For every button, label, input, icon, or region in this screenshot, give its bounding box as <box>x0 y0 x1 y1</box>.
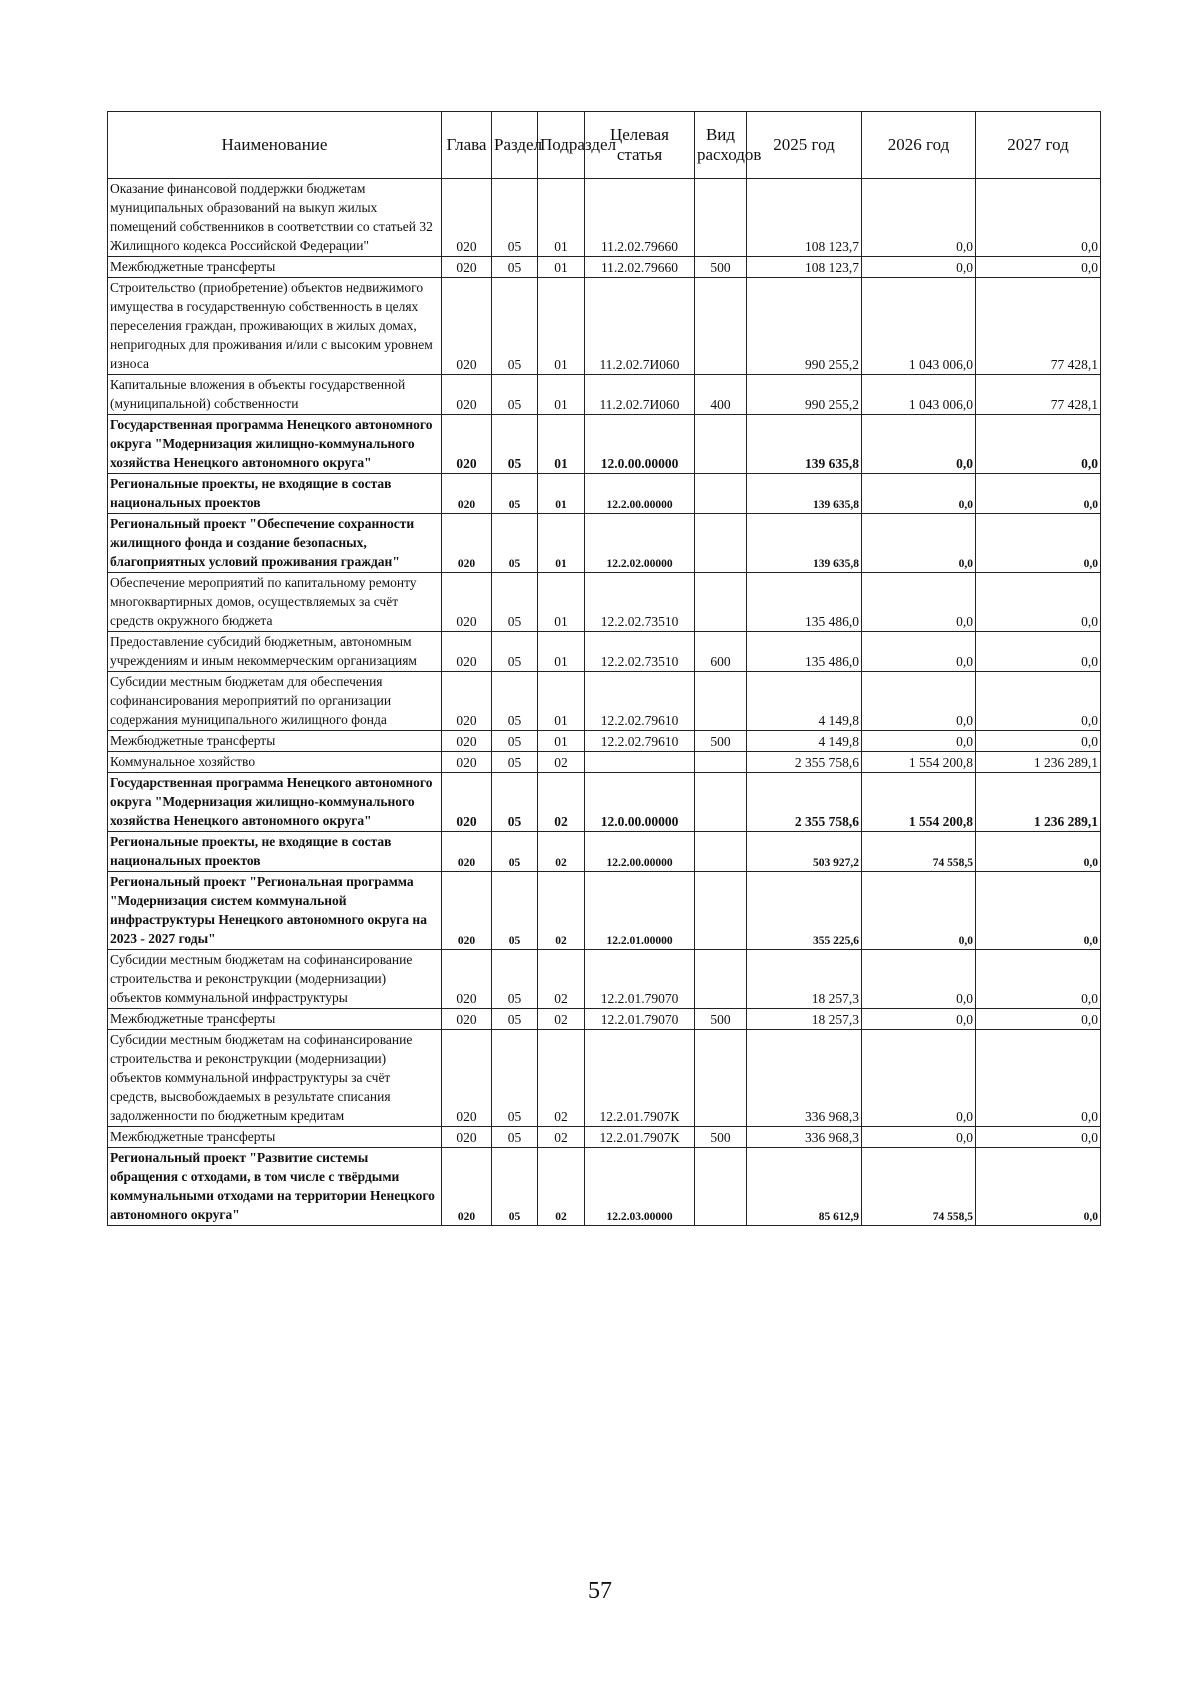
table-row <box>108 1148 1101 1226</box>
cell-razdel: 05 <box>492 257 538 278</box>
cell-name: Региональный проект "Обеспечение сохранности жилищного фонда и создание безопасных, благоприятных условий проживания граждан" <box>108 514 442 573</box>
cell-2027: 77 428,1 <box>976 278 1101 375</box>
cell-name: Государственная программа Ненецкого автономного округа "Модернизация жилищно-коммунального хозяйства Ненецкого автономного округа" <box>108 773 442 832</box>
cell-2025: 108 123,7 <box>747 257 862 278</box>
cell-podrazdel: 02 <box>538 1148 585 1226</box>
cell-glava: 020 <box>442 474 492 514</box>
cell-tselevaya: 12.0.00.00000 <box>585 415 695 474</box>
cell-name: Межбюджетные трансферты <box>108 1009 442 1030</box>
cell-tselevaya: 12.2.03.00000 <box>585 1148 695 1226</box>
table-row <box>108 1009 1101 1030</box>
table-row <box>108 832 1101 872</box>
cell-name: Межбюджетные трансферты <box>108 257 442 278</box>
cell-2026: 0,0 <box>862 474 976 514</box>
header-2026: 2026 год <box>862 112 976 179</box>
cell-2026: 0,0 <box>862 257 976 278</box>
cell-glava: 020 <box>442 872 492 950</box>
cell-glava: 020 <box>442 573 492 632</box>
cell-tselevaya: 12.2.00.00000 <box>585 832 695 872</box>
header-name: Наименование <box>108 112 442 179</box>
cell-name: Предоставление субсидий бюджетным, автономным учреждениям и иным некоммерческим организациям <box>108 632 442 672</box>
cell-2027: 0,0 <box>976 1127 1101 1148</box>
cell-razdel: 05 <box>492 278 538 375</box>
header-vid: Вид расходов <box>695 112 747 179</box>
cell-2025: 135 486,0 <box>747 632 862 672</box>
cell-2027: 0,0 <box>976 632 1101 672</box>
cell-razdel: 05 <box>492 752 538 773</box>
cell-podrazdel: 01 <box>538 731 585 752</box>
table-row <box>108 672 1101 731</box>
cell-podrazdel: 02 <box>538 1030 585 1127</box>
cell-2025: 139 635,8 <box>747 514 862 573</box>
cell-podrazdel: 02 <box>538 752 585 773</box>
cell-razdel: 05 <box>492 632 538 672</box>
table-row <box>108 731 1101 752</box>
cell-2027: 1 236 289,1 <box>976 752 1101 773</box>
cell-2027: 0,0 <box>976 415 1101 474</box>
cell-tselevaya: 12.2.02.73510 <box>585 632 695 672</box>
cell-2027: 0,0 <box>976 832 1101 872</box>
cell-razdel: 05 <box>492 731 538 752</box>
cell-2026: 0,0 <box>862 672 976 731</box>
table-row <box>108 375 1101 415</box>
cell-name: Региональный проект "Развитие системы обращения с отходами, в том числе с твёрдыми коммунальными отходами на территории Ненецкого автономного округа" <box>108 1148 442 1226</box>
cell-podrazdel: 01 <box>538 415 585 474</box>
cell-2025: 18 257,3 <box>747 1009 862 1030</box>
cell-podrazdel: 02 <box>538 950 585 1009</box>
cell-name: Региональные проекты, не входящие в состав национальных проектов <box>108 474 442 514</box>
cell-2026: 0,0 <box>862 573 976 632</box>
cell-2025: 355 225,6 <box>747 872 862 950</box>
cell-podrazdel: 02 <box>538 773 585 832</box>
cell-podrazdel: 01 <box>538 514 585 573</box>
cell-2026: 74 558,5 <box>862 1148 976 1226</box>
cell-glava: 020 <box>442 1030 492 1127</box>
cell-2025: 990 255,2 <box>747 278 862 375</box>
cell-razdel: 05 <box>492 950 538 1009</box>
cell-name: Субсидии местным бюджетам для обеспечения софинансирования мероприятий по организации содержания муниципального жилищного фонда <box>108 672 442 731</box>
cell-vid: 500 <box>695 1009 747 1030</box>
cell-razdel: 05 <box>492 773 538 832</box>
cell-2027: 0,0 <box>976 1148 1101 1226</box>
cell-vid <box>695 950 747 1009</box>
cell-2025: 4 149,8 <box>747 672 862 731</box>
table-row <box>108 950 1101 1009</box>
cell-2025: 108 123,7 <box>747 179 862 257</box>
cell-2026: 74 558,5 <box>862 832 976 872</box>
cell-name: Региональные проекты, не входящие в состав национальных проектов <box>108 832 442 872</box>
cell-name: Строительство (приобретение) объектов недвижимого имущества в государственную собственность в целях переселения граждан, проживающих в жилых домах, непригодных для проживания и/или с высоким уровнем износа <box>108 278 442 375</box>
cell-2026: 0,0 <box>862 872 976 950</box>
cell-tselevaya: 12.2.01.00000 <box>585 872 695 950</box>
header-2027: 2027 год <box>976 112 1101 179</box>
cell-tselevaya: 12.0.00.00000 <box>585 773 695 832</box>
cell-glava: 020 <box>442 179 492 257</box>
cell-2027: 0,0 <box>976 179 1101 257</box>
cell-2026: 0,0 <box>862 632 976 672</box>
cell-2026: 0,0 <box>862 731 976 752</box>
cell-glava: 020 <box>442 832 492 872</box>
cell-2027: 0,0 <box>976 514 1101 573</box>
cell-2025: 135 486,0 <box>747 573 862 632</box>
cell-2027: 77 428,1 <box>976 375 1101 415</box>
table-body <box>108 179 1101 1226</box>
cell-podrazdel: 01 <box>538 278 585 375</box>
cell-razdel: 05 <box>492 672 538 731</box>
cell-vid: 500 <box>695 1127 747 1148</box>
cell-podrazdel: 02 <box>538 872 585 950</box>
table-row <box>108 278 1101 375</box>
cell-2025: 336 968,3 <box>747 1030 862 1127</box>
cell-2027: 0,0 <box>976 872 1101 950</box>
cell-podrazdel: 01 <box>538 672 585 731</box>
cell-tselevaya: 12.2.01.79070 <box>585 950 695 1009</box>
cell-podrazdel: 01 <box>538 257 585 278</box>
header-razdel: Раздел <box>492 112 538 179</box>
table-row <box>108 514 1101 573</box>
cell-vid <box>695 514 747 573</box>
cell-tselevaya: 12.2.01.7907К <box>585 1030 695 1127</box>
cell-tselevaya <box>585 752 695 773</box>
cell-vid <box>695 474 747 514</box>
cell-tselevaya: 12.2.02.00000 <box>585 514 695 573</box>
cell-glava: 020 <box>442 731 492 752</box>
table-row <box>108 179 1101 257</box>
cell-vid <box>695 278 747 375</box>
cell-2026: 0,0 <box>862 1009 976 1030</box>
cell-2027: 0,0 <box>976 672 1101 731</box>
table-row <box>108 872 1101 950</box>
cell-name: Субсидии местным бюджетам на софинансирование строительства и реконструкции (модернизации) объектов коммунальной инфраструктуры <box>108 950 442 1009</box>
cell-2027: 0,0 <box>976 1030 1101 1127</box>
cell-vid: 500 <box>695 731 747 752</box>
cell-vid <box>695 1030 747 1127</box>
cell-glava: 020 <box>442 257 492 278</box>
cell-2025: 4 149,8 <box>747 731 862 752</box>
cell-glava: 020 <box>442 950 492 1009</box>
cell-2025: 2 355 758,6 <box>747 773 862 832</box>
cell-glava: 020 <box>442 773 492 832</box>
table-row <box>108 1127 1101 1148</box>
cell-vid: 500 <box>695 257 747 278</box>
cell-tselevaya: 12.2.02.79610 <box>585 672 695 731</box>
cell-name: Региональный проект "Региональная программа "Модернизация систем коммунальной инфраструктуры Ненецкого автономного округа на 2023 - 2027 годы" <box>108 872 442 950</box>
cell-2025: 139 635,8 <box>747 474 862 514</box>
cell-vid <box>695 1148 747 1226</box>
cell-razdel: 05 <box>492 872 538 950</box>
page-number: 57 <box>588 1578 612 1604</box>
cell-name: Оказание финансовой поддержки бюджетам муниципальных образований на выкуп жилых помещений собственников в соответствии со статьей 32 Жилищного кодекса Российской Федерации" <box>108 179 442 257</box>
cell-razdel: 05 <box>492 832 538 872</box>
cell-podrazdel: 02 <box>538 832 585 872</box>
table-row <box>108 773 1101 832</box>
cell-2027: 0,0 <box>976 257 1101 278</box>
cell-vid <box>695 573 747 632</box>
cell-2025: 85 612,9 <box>747 1148 862 1226</box>
cell-tselevaya: 12.2.02.73510 <box>585 573 695 632</box>
cell-razdel: 05 <box>492 573 538 632</box>
cell-2025: 139 635,8 <box>747 415 862 474</box>
cell-vid: 600 <box>695 632 747 672</box>
cell-2025: 990 255,2 <box>747 375 862 415</box>
cell-tselevaya: 12.2.01.79070 <box>585 1009 695 1030</box>
cell-podrazdel: 02 <box>538 1127 585 1148</box>
cell-glava: 020 <box>442 752 492 773</box>
cell-tselevaya: 12.2.00.00000 <box>585 474 695 514</box>
cell-vid <box>695 773 747 832</box>
cell-name: Межбюджетные трансферты <box>108 1127 442 1148</box>
cell-podrazdel: 01 <box>538 632 585 672</box>
header-glava: Глава <box>442 112 492 179</box>
cell-tselevaya: 12.2.01.7907К <box>585 1127 695 1148</box>
cell-podrazdel: 01 <box>538 573 585 632</box>
cell-vid <box>695 179 747 257</box>
cell-2026: 1 043 006,0 <box>862 375 976 415</box>
cell-2026: 0,0 <box>862 415 976 474</box>
cell-podrazdel: 01 <box>538 375 585 415</box>
cell-name: Капитальные вложения в объекты государственной (муниципальной) собственности <box>108 375 442 415</box>
cell-razdel: 05 <box>492 1030 538 1127</box>
cell-tselevaya: 11.2.02.7И060 <box>585 278 695 375</box>
cell-razdel: 05 <box>492 415 538 474</box>
table-row <box>108 474 1101 514</box>
cell-tselevaya: 11.2.02.7И060 <box>585 375 695 415</box>
cell-name: Коммунальное хозяйство <box>108 752 442 773</box>
cell-razdel: 05 <box>492 179 538 257</box>
cell-glava: 020 <box>442 415 492 474</box>
cell-glava: 020 <box>442 1009 492 1030</box>
cell-2027: 0,0 <box>976 731 1101 752</box>
cell-vid <box>695 832 747 872</box>
cell-vid <box>695 752 747 773</box>
cell-2027: 0,0 <box>976 474 1101 514</box>
cell-tselevaya: 11.2.02.79660 <box>585 179 695 257</box>
cell-vid: 400 <box>695 375 747 415</box>
cell-podrazdel: 01 <box>538 474 585 514</box>
cell-glava: 020 <box>442 1148 492 1226</box>
cell-glava: 020 <box>442 672 492 731</box>
cell-razdel: 05 <box>492 514 538 573</box>
cell-podrazdel: 02 <box>538 1009 585 1030</box>
cell-podrazdel: 01 <box>538 179 585 257</box>
cell-name: Межбюджетные трансферты <box>108 731 442 752</box>
cell-glava: 020 <box>442 278 492 375</box>
table-row <box>108 573 1101 632</box>
cell-glava: 020 <box>442 1127 492 1148</box>
cell-2025: 18 257,3 <box>747 950 862 1009</box>
cell-2027: 0,0 <box>976 950 1101 1009</box>
cell-tselevaya: 12.2.02.79610 <box>585 731 695 752</box>
table-row <box>108 257 1101 278</box>
cell-vid <box>695 415 747 474</box>
cell-2026: 0,0 <box>862 514 976 573</box>
cell-glava: 020 <box>442 632 492 672</box>
cell-2026: 0,0 <box>862 1030 976 1127</box>
table-row <box>108 752 1101 773</box>
cell-2026: 1 554 200,8 <box>862 773 976 832</box>
header-tselevaya: Целевая статья <box>585 112 695 179</box>
cell-2025: 336 968,3 <box>747 1127 862 1148</box>
cell-2027: 0,0 <box>976 1009 1101 1030</box>
cell-2026: 1 043 006,0 <box>862 278 976 375</box>
table-row <box>108 632 1101 672</box>
cell-glava: 020 <box>442 375 492 415</box>
cell-2025: 2 355 758,6 <box>747 752 862 773</box>
cell-vid <box>695 672 747 731</box>
cell-vid <box>695 872 747 950</box>
cell-2026: 0,0 <box>862 950 976 1009</box>
cell-razdel: 05 <box>492 1127 538 1148</box>
cell-2027: 1 236 289,1 <box>976 773 1101 832</box>
cell-2026: 0,0 <box>862 1127 976 1148</box>
cell-2026: 1 554 200,8 <box>862 752 976 773</box>
table-header-row <box>108 112 1101 179</box>
cell-name: Субсидии местным бюджетам на софинансирование строительства и реконструкции (модернизации) объектов коммунальной инфраструктуры за счёт средств, высвобождаемых в результате списания задолженности по бюджетным кредитам <box>108 1030 442 1127</box>
cell-razdel: 05 <box>492 375 538 415</box>
cell-2026: 0,0 <box>862 179 976 257</box>
header-podrazdel: Подраздел <box>538 112 585 179</box>
header-2025: 2025 год <box>747 112 862 179</box>
cell-name: Государственная программа Ненецкого автономного округа "Модернизация жилищно-коммунального хозяйства Ненецкого автономного округа" <box>108 415 442 474</box>
cell-tselevaya: 11.2.02.79660 <box>585 257 695 278</box>
budget-table <box>107 111 1101 1226</box>
cell-glava: 020 <box>442 514 492 573</box>
cell-name: Обеспечение мероприятий по капитальному ремонту многоквартирных домов, осуществляемых за счёт средств окружного бюджета <box>108 573 442 632</box>
table-row <box>108 1030 1101 1127</box>
cell-2027: 0,0 <box>976 573 1101 632</box>
cell-razdel: 05 <box>492 474 538 514</box>
cell-razdel: 05 <box>492 1009 538 1030</box>
cell-2025: 503 927,2 <box>747 832 862 872</box>
cell-razdel: 05 <box>492 1148 538 1226</box>
table-row <box>108 415 1101 474</box>
